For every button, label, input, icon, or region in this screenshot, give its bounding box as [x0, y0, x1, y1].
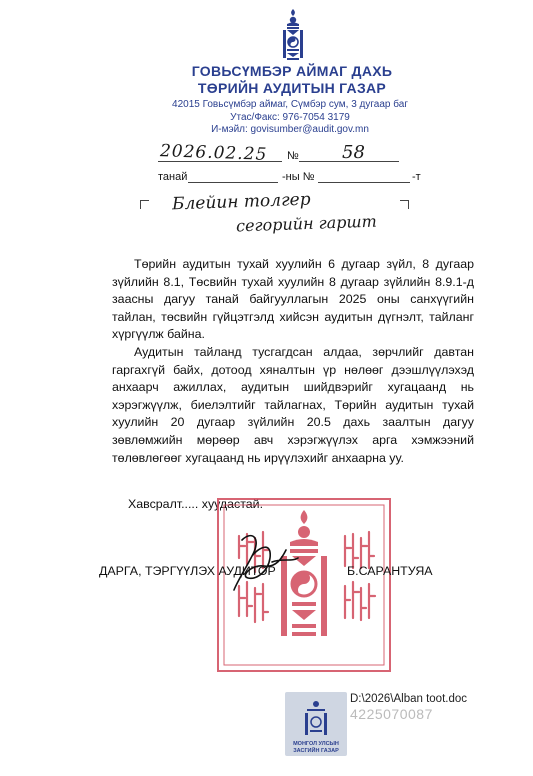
government-logo [285, 692, 347, 756]
org-phone: Утас/Факс: 976-7054 3179 [230, 111, 350, 123]
org-name-line2: ТӨРИЙН АУДИТЫН ГАЗАР [197, 80, 387, 96]
addressee-line1: Блейин толгер [171, 189, 311, 215]
addressee-corner-right [400, 200, 409, 209]
handwritten-signature-icon [212, 528, 312, 598]
reference-underline-1 [188, 182, 278, 183]
t-suffix-label: -т [412, 171, 421, 183]
tanai-label: танай [158, 171, 188, 183]
attachment-note: Хавсралт..... хуудастай. [128, 497, 264, 511]
reference-underline-2 [318, 182, 410, 183]
addressee-corner-left [140, 200, 149, 209]
org-contact-block [150, 99, 430, 137]
addressee-line2: сегорийн гаршт [235, 211, 378, 236]
logo-text-line2: ЗАСГИЙН ГАЗАР [293, 748, 339, 754]
org-name-line1: ГОВЬСҮМБЭР АЙМАГ ДАХЬ [191, 63, 393, 79]
ny-no-label: -ны № [282, 171, 315, 183]
soyombo-emblem-icon [278, 8, 308, 64]
barcode-number: 4225070087 [350, 706, 433, 722]
org-address: 42015 Говьсүмбэр аймаг, Сүмбэр сум, 3 дугаар баг [172, 99, 408, 110]
org-email: И-мэйл: govisumber@audit.gov.mn [211, 124, 369, 135]
body-paragraph-2: Аудитын тайланд тусгагдсан алдаа, зөрчлийг давтан гаргахгүй байх, дотоод хяналтын үр нөлөөг дээшлүүлэхэд анхаарч ажиллах, аудитын шийдвэрийг хугацаанд нь хэрэгжүүлж, биелэлтийг тайлагнах, Төрийн аудитын тухай хуулийн 20 дугаар зүйлийн 20.5 дахь заалтын дагуу зөвлөмжийн мөрөөр авч хэрэгжүүлэх арга хэмжээний төлөвлөгөөг хугацаанд нь ирүүлэхийг анхаарна уу. [112, 344, 474, 465]
body-paragraph-1: Төрийн аудитын тухай хуулийн 6 дугаар зүйл, 8 дугаар зүйлийн 8.1, Төсвийн тухай хуулийн 8 дугаар зүйлийн 8.9.1-д заасны дагуу танай байгууллагын 2025 оны санхүүгийн тайлан, төсвийн гүйцэтгэлд хийсэн аудитын дүгнэлт, тайланг хүргүүлж байна. [112, 257, 474, 342]
date-underline [158, 161, 282, 162]
signer-title: ДАРГА, ТЭРГҮҮЛЭХ АУДИТОР [99, 564, 276, 578]
logo-text-line1: МОНГОЛ УЛСЫН [293, 741, 339, 747]
signer-name: Б.САРАНТУЯА [347, 564, 433, 578]
letter-number: 58 [342, 142, 365, 163]
letter-body [112, 256, 474, 467]
file-path: D:\2026\Alban toot.doc [350, 693, 467, 705]
number-label: № [287, 150, 299, 162]
letter-date: 2026.02.25 [159, 141, 268, 165]
